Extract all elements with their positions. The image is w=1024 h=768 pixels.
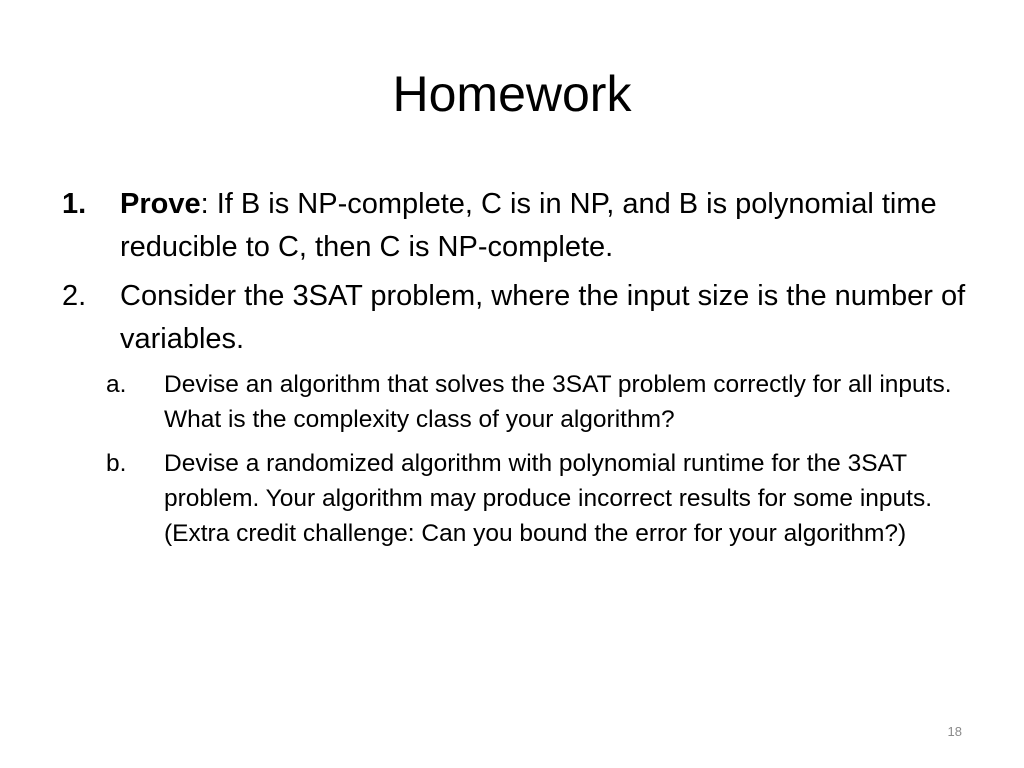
list-item-2 bbox=[58, 275, 968, 361]
list-subitem-a bbox=[58, 367, 968, 437]
slide-title: Homework bbox=[392, 66, 632, 122]
item-text: : If B is NP-complete, C is in NP, and B is polynomial time reducible to C, then C is NP-complete. bbox=[120, 188, 937, 263]
subitem-text: Devise an algorithm that solves the 3SAT problem correctly for all inputs. What is the complexity class of your algorithm? bbox=[164, 371, 952, 433]
page-number: 18 bbox=[947, 724, 962, 739]
list-item-1 bbox=[58, 183, 968, 269]
item-number: 1. bbox=[62, 188, 87, 220]
subitem-text: Devise a randomized algorithm with polynomial runtime for the 3SAT problem. Your algorithm may produce incorrect results for some inputs. (Extra credit challenge: Can you bound the error for your algorithm?) bbox=[164, 450, 933, 547]
item-number: 2. bbox=[62, 280, 87, 312]
list-subitem-b bbox=[58, 446, 968, 551]
subitem-letter: b. bbox=[106, 450, 127, 477]
item-keyword: Prove bbox=[120, 188, 201, 220]
homework-list bbox=[58, 183, 968, 560]
subitem-letter: a. bbox=[106, 371, 127, 398]
item-text: Consider the 3SAT problem, where the input size is the number of variables. bbox=[120, 280, 966, 355]
